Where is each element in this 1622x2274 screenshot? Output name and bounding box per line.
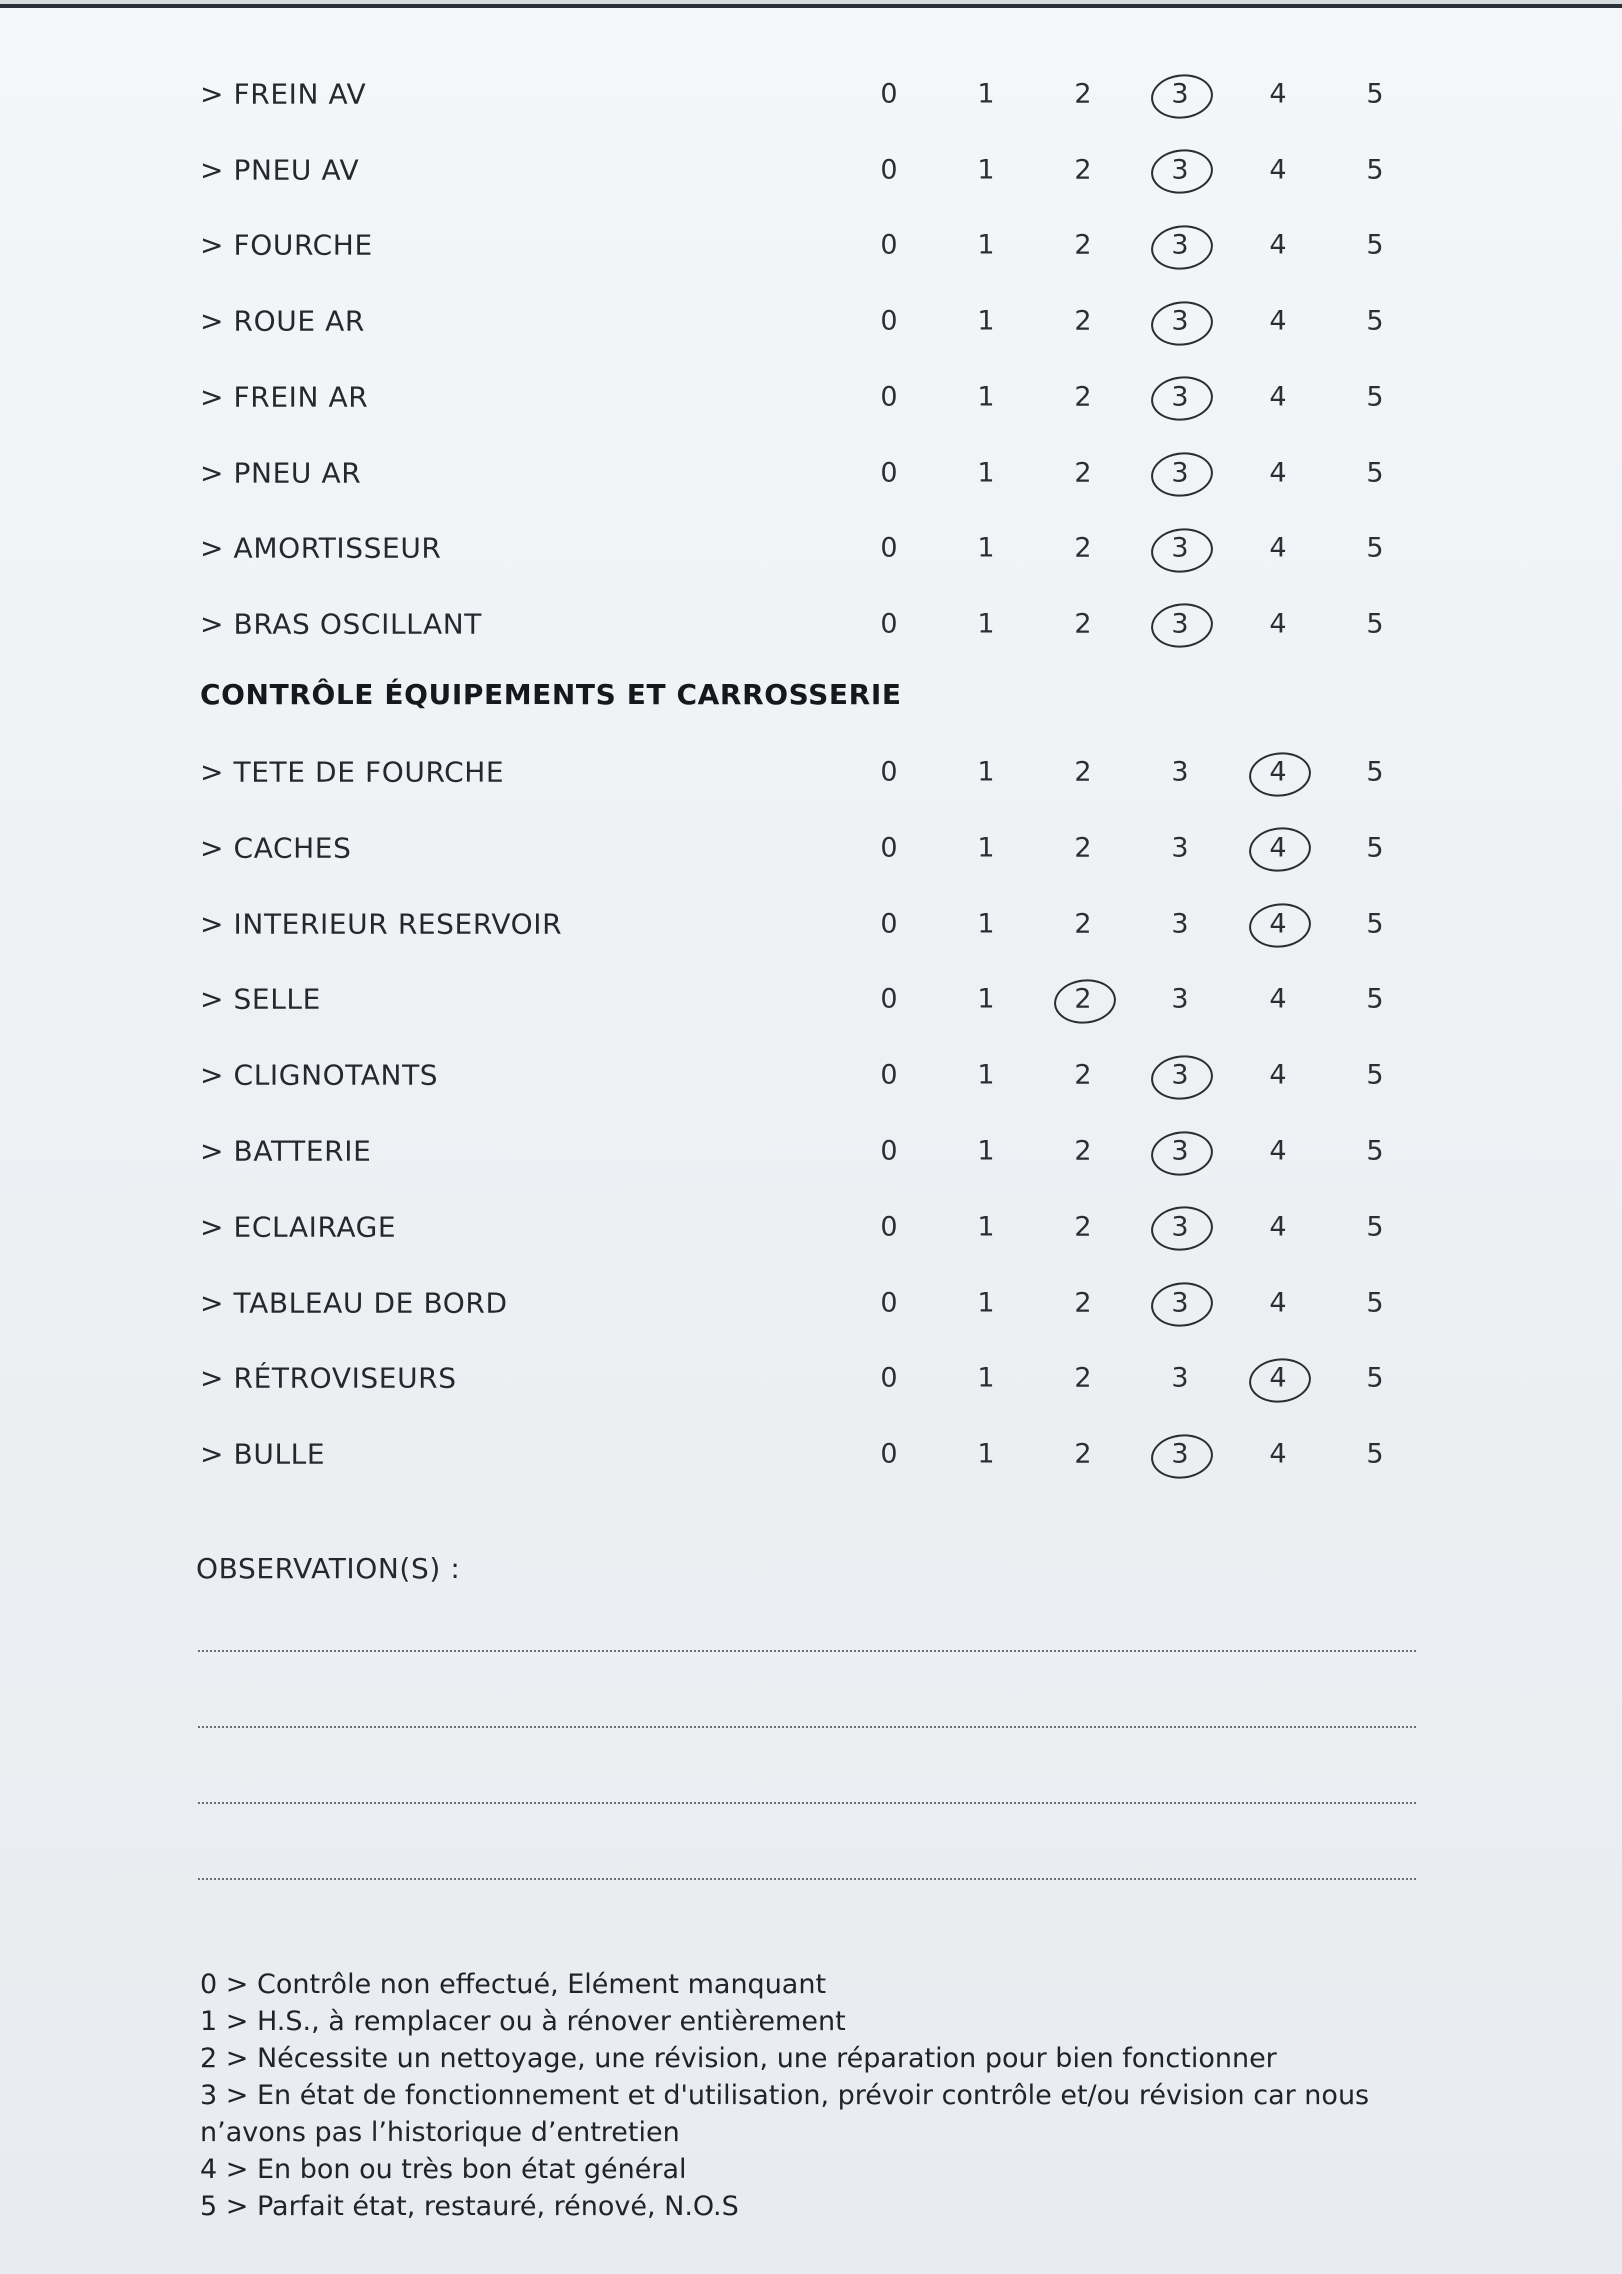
score-option-selected[interactable]: 3 bbox=[1160, 608, 1200, 639]
score-option-selected[interactable]: 3 bbox=[1160, 154, 1200, 185]
score-option[interactable]: 1 bbox=[977, 1059, 995, 1091]
score-option[interactable]: 4 bbox=[1269, 229, 1287, 261]
score-option-selected[interactable]: 4 bbox=[1258, 1363, 1298, 1394]
checklist-row bbox=[0, 1424, 1622, 1484]
score-option[interactable]: 0 bbox=[880, 983, 898, 1015]
score-option[interactable]: 0 bbox=[880, 457, 898, 488]
score-option[interactable]: 0 bbox=[880, 1362, 898, 1394]
item-label: > AMORTISSEUR bbox=[200, 531, 442, 565]
form-sheet bbox=[0, 4, 1622, 2274]
item-label: > FREIN AV bbox=[200, 77, 367, 111]
score-option[interactable]: 5 bbox=[1366, 756, 1384, 788]
checklist-row bbox=[0, 1348, 1622, 1408]
item-label: > SELLE bbox=[200, 982, 321, 1016]
score-option[interactable]: 2 bbox=[1074, 908, 1092, 940]
score-option-selected[interactable]: 3 bbox=[1160, 230, 1200, 261]
score-option[interactable]: 2 bbox=[1074, 1211, 1092, 1243]
score-option[interactable]: 1 bbox=[977, 78, 995, 110]
legend-line: 3 > En état de fonctionnement et d'utilisation, prévoir contrôle et/ou révision car nous bbox=[200, 2080, 1370, 2111]
score-option-selected[interactable]: 3 bbox=[1160, 1136, 1200, 1167]
checklist-row bbox=[0, 1121, 1622, 1181]
score-option-selected[interactable]: 3 bbox=[1160, 381, 1200, 412]
item-label: > INTERIEUR RESERVOIR bbox=[200, 907, 563, 941]
item-label: > TABLEAU DE BORD bbox=[200, 1286, 508, 1320]
score-option[interactable]: 1 bbox=[977, 381, 995, 413]
score-option-selected[interactable]: 3 bbox=[1160, 1287, 1200, 1318]
item-label: > FREIN AR bbox=[200, 380, 369, 414]
score-option[interactable]: 4 bbox=[1269, 1135, 1287, 1167]
score-option[interactable]: 5 bbox=[1366, 154, 1384, 186]
score-option[interactable]: 1 bbox=[977, 908, 995, 940]
score-option[interactable]: 3 bbox=[1171, 832, 1189, 864]
score-option[interactable]: 1 bbox=[977, 1362, 995, 1394]
score-option[interactable]: 2 bbox=[1074, 832, 1092, 864]
score-option-selected[interactable]: 3 bbox=[1160, 457, 1200, 488]
score-option[interactable]: 1 bbox=[977, 532, 995, 564]
item-label: > TETE DE FOURCHE bbox=[200, 755, 505, 789]
score-option[interactable]: 3 bbox=[1171, 908, 1189, 940]
score-option[interactable]: 5 bbox=[1366, 983, 1384, 1015]
score-option[interactable]: 0 bbox=[880, 608, 898, 640]
score-option[interactable]: 1 bbox=[977, 229, 995, 261]
score-option[interactable]: 2 bbox=[1074, 154, 1092, 186]
score-option[interactable]: 0 bbox=[880, 908, 898, 940]
item-label: > PNEU AV bbox=[200, 153, 360, 187]
score-option-selected[interactable]: 3 bbox=[1160, 79, 1200, 110]
legend-line: 4 > En bon ou très bon état général bbox=[200, 2154, 687, 2185]
item-label: > BULLE bbox=[200, 1437, 326, 1471]
item-label: > RÉTROVISEURS bbox=[200, 1361, 457, 1395]
score-option[interactable]: 0 bbox=[880, 1135, 898, 1167]
score-option[interactable]: 5 bbox=[1366, 1059, 1384, 1091]
score-option[interactable]: 4 bbox=[1269, 305, 1287, 337]
score-option[interactable]: 5 bbox=[1366, 608, 1384, 640]
score-option[interactable]: 2 bbox=[1074, 78, 1092, 110]
checklist-row bbox=[0, 140, 1622, 200]
legend-line: 2 > Nécessite un nettoyage, une révision, une réparation pour bien fonctionner bbox=[200, 2043, 1277, 2074]
score-option[interactable]: 0 bbox=[880, 305, 898, 337]
score-option-selected[interactable]: 3 bbox=[1160, 1060, 1200, 1091]
score-option[interactable]: 1 bbox=[977, 154, 995, 186]
score-option[interactable]: 0 bbox=[880, 832, 898, 864]
score-option[interactable]: 0 bbox=[880, 532, 898, 564]
item-label: > BRAS OSCILLANT bbox=[200, 607, 482, 641]
score-option[interactable]: 4 bbox=[1269, 78, 1287, 110]
score-option[interactable]: 4 bbox=[1269, 1211, 1287, 1243]
score-option[interactable]: 1 bbox=[977, 305, 995, 337]
checklist-row bbox=[0, 64, 1622, 124]
checklist-row bbox=[0, 742, 1622, 802]
section-title: CONTRÔLE ÉQUIPEMENTS ET CARROSSERIE bbox=[200, 678, 902, 711]
score-option[interactable]: 2 bbox=[1074, 532, 1092, 564]
score-option[interactable]: 1 bbox=[977, 1135, 995, 1167]
checklist-row bbox=[0, 1273, 1622, 1333]
score-option[interactable]: 5 bbox=[1366, 532, 1384, 564]
score-option[interactable]: 0 bbox=[880, 1211, 898, 1243]
page-top-edge bbox=[0, 4, 1622, 8]
checklist-row bbox=[0, 443, 1622, 503]
checklist-row bbox=[0, 594, 1622, 654]
score-option[interactable]: 2 bbox=[1074, 1438, 1092, 1470]
score-option[interactable]: 5 bbox=[1366, 1287, 1384, 1319]
score-option[interactable]: 1 bbox=[977, 1287, 995, 1319]
score-option[interactable]: 4 bbox=[1269, 1059, 1287, 1091]
item-label: > BATTERIE bbox=[200, 1134, 372, 1168]
score-option[interactable]: 5 bbox=[1366, 78, 1384, 110]
score-option[interactable]: 2 bbox=[1074, 457, 1092, 488]
score-option[interactable]: 2 bbox=[1074, 608, 1092, 640]
legend-line: 5 > Parfait état, restauré, rénové, N.O.S bbox=[200, 2191, 739, 2222]
score-option[interactable]: 4 bbox=[1269, 1287, 1287, 1319]
score-option[interactable]: 0 bbox=[880, 1287, 898, 1319]
score-option[interactable]: 4 bbox=[1269, 1438, 1287, 1470]
score-option[interactable]: 0 bbox=[880, 1438, 898, 1470]
score-option[interactable]: 1 bbox=[977, 457, 995, 488]
score-option[interactable]: 2 bbox=[1074, 1362, 1092, 1394]
observation-line[interactable] bbox=[198, 1802, 1416, 1804]
score-option[interactable]: 0 bbox=[880, 229, 898, 261]
score-option[interactable]: 0 bbox=[880, 381, 898, 413]
score-option[interactable]: 0 bbox=[880, 154, 898, 186]
score-option[interactable]: 5 bbox=[1366, 908, 1384, 940]
score-option[interactable]: 2 bbox=[1074, 305, 1092, 337]
checklist-row bbox=[0, 1197, 1622, 1257]
score-option[interactable]: 2 bbox=[1074, 1059, 1092, 1091]
checklist-row bbox=[0, 894, 1622, 954]
score-option[interactable]: 4 bbox=[1269, 457, 1287, 488]
score-option-selected[interactable]: 2 bbox=[1063, 984, 1103, 1015]
score-option[interactable]: 1 bbox=[977, 1211, 995, 1243]
score-option[interactable]: 5 bbox=[1366, 1211, 1384, 1243]
item-label: > PNEU AR bbox=[200, 456, 362, 489]
score-option[interactable]: 4 bbox=[1269, 154, 1287, 186]
observation-line[interactable] bbox=[198, 1878, 1416, 1880]
score-option[interactable]: 5 bbox=[1366, 832, 1384, 864]
score-option[interactable]: 1 bbox=[977, 608, 995, 640]
score-option[interactable]: 3 bbox=[1171, 756, 1189, 788]
observation-line[interactable] bbox=[198, 1650, 1416, 1652]
legend-line: n’avons pas l’historique d’entretien bbox=[200, 2117, 680, 2148]
score-option[interactable]: 5 bbox=[1366, 381, 1384, 413]
observations-label: OBSERVATION(S) : bbox=[196, 1552, 461, 1585]
score-option[interactable]: 4 bbox=[1269, 381, 1287, 413]
score-option-selected[interactable]: 4 bbox=[1258, 908, 1298, 939]
score-option[interactable]: 2 bbox=[1074, 381, 1092, 413]
score-option[interactable]: 5 bbox=[1366, 1438, 1384, 1470]
score-option[interactable]: 2 bbox=[1074, 1287, 1092, 1319]
legend-line: 1 > H.S., à remplacer ou à rénover entièrement bbox=[200, 2006, 846, 2037]
checklist-row bbox=[0, 291, 1622, 351]
item-label: > CLIGNOTANTS bbox=[200, 1058, 439, 1092]
item-label: > FOURCHE bbox=[200, 228, 373, 262]
observation-line[interactable] bbox=[198, 1726, 1416, 1728]
score-option[interactable]: 5 bbox=[1366, 1135, 1384, 1167]
score-option-selected[interactable]: 3 bbox=[1160, 1211, 1200, 1242]
score-option[interactable]: 2 bbox=[1074, 229, 1092, 261]
score-option[interactable]: 0 bbox=[880, 756, 898, 788]
score-option[interactable]: 5 bbox=[1366, 1362, 1384, 1394]
score-option[interactable]: 0 bbox=[880, 78, 898, 110]
score-option[interactable]: 3 bbox=[1171, 983, 1189, 1015]
checklist-row bbox=[0, 969, 1622, 1029]
item-label: > CACHES bbox=[200, 831, 352, 865]
score-option[interactable]: 0 bbox=[880, 1059, 898, 1091]
item-label: > ECLAIRAGE bbox=[200, 1210, 397, 1244]
score-option-selected[interactable]: 3 bbox=[1160, 306, 1200, 337]
checklist-row bbox=[0, 215, 1622, 275]
score-option[interactable]: 1 bbox=[977, 756, 995, 788]
score-option[interactable]: 5 bbox=[1366, 229, 1384, 261]
score-option[interactable]: 5 bbox=[1366, 305, 1384, 337]
checklist-row bbox=[0, 518, 1622, 578]
checklist-row bbox=[0, 1045, 1622, 1105]
score-option[interactable]: 4 bbox=[1269, 983, 1287, 1015]
score-option[interactable]: 4 bbox=[1269, 608, 1287, 640]
score-option[interactable]: 2 bbox=[1074, 1135, 1092, 1167]
score-option-selected[interactable]: 3 bbox=[1160, 533, 1200, 564]
score-option[interactable]: 4 bbox=[1269, 532, 1287, 564]
score-option-selected[interactable]: 3 bbox=[1160, 1439, 1200, 1470]
item-label: > ROUE AR bbox=[200, 304, 365, 338]
checklist-row bbox=[0, 367, 1622, 427]
score-option[interactable]: 2 bbox=[1074, 756, 1092, 788]
score-option-selected[interactable]: 4 bbox=[1258, 832, 1298, 863]
score-option[interactable]: 1 bbox=[977, 983, 995, 1015]
legend-line: 0 > Contrôle non effectué, Elément manquant bbox=[200, 1969, 827, 2000]
score-option[interactable]: 3 bbox=[1171, 1362, 1189, 1394]
score-option[interactable]: 5 bbox=[1366, 457, 1384, 488]
score-option[interactable]: 1 bbox=[977, 832, 995, 864]
score-option[interactable]: 1 bbox=[977, 1438, 995, 1470]
checklist-row bbox=[0, 818, 1622, 878]
score-option-selected[interactable]: 4 bbox=[1258, 757, 1298, 788]
